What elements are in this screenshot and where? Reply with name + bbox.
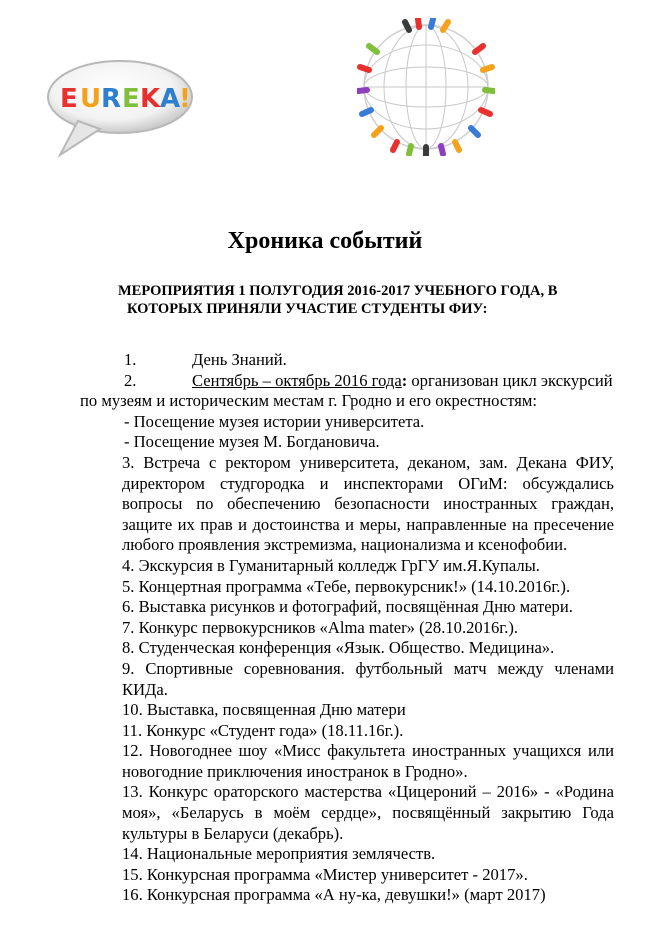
list-subitem: - Посещение музея М. Богдановича.: [124, 432, 380, 452]
subtitle-line-2: КОТОРЫХ ПРИНЯЛИ УЧАСТИЕ СТУДЕНТЫ ФИУ:: [127, 301, 488, 317]
svg-text:A: A: [160, 84, 181, 114]
item-number: 1.: [124, 350, 137, 369]
events-list: [80, 350, 614, 906]
list-item: 16. Конкурсная программа «А ну-ка, девушки!» (март 2017): [122, 885, 546, 905]
svg-text:E: E: [122, 84, 140, 114]
globe-hands-logo: [357, 18, 495, 156]
item-text: День Знаний.: [192, 350, 287, 369]
svg-text:U: U: [80, 84, 102, 114]
list-item: 4. Экскурсия в Гуманитарный колледж ГрГУ им.Я.Купалы.: [122, 555, 540, 575]
list-item: 7. Конкурс первокурсников «Alma mater» (28.10.2016г.).: [122, 617, 519, 637]
list-item: 3. Встреча с ректором университета, деканом, зам. Декана ФИУ, директором студгородка и инспекторами ОГиМ: обсуждались вопросы по обеспечению безопасности иностранных граждан, защите их прав и достоинства и меры, направленные на пресечение любого проявления экстремизма, национализма и ксенофобии.: [122, 452, 614, 555]
page-title: Хроника событий: [227, 228, 423, 254]
list-item: 5. Концертная программа «Тебе, первокурсник!» (14.10.2016г.).: [122, 576, 571, 596]
list-item: [80, 371, 614, 392]
list-item: 10. Выставка, посвященная Дню матери: [122, 700, 406, 720]
eureka-logo: [38, 55, 196, 159]
svg-text:!: !: [179, 84, 191, 114]
list-item: 14. Национальные мероприятия землячеств.: [122, 844, 436, 864]
list-item: 11. Конкурс «Студент года» (18.11.16г.).: [122, 720, 404, 740]
item-date: Сентябрь – октябрь 2016 года: [192, 370, 402, 390]
list-item: 9. Спортивные соревнования. футбольный матч между членами КИДа.: [122, 658, 614, 699]
item-number: 2.: [124, 370, 137, 390]
list-item: 13. Конкурс ораторского мастерства «Цицероний – 2016» - «Родина моя», «Беларусь в моём сердце», посвящённый закрытию Года культуры в Беларуси (декабрь).: [122, 782, 614, 843]
item-colon: :: [401, 370, 408, 390]
svg-text:E: E: [60, 84, 78, 114]
svg-text:R: R: [101, 84, 122, 114]
list-item: 12. Новогоднее шоу «Мисс факультета иностранных учащихся или новогодние приключения иностранок в Гродно».: [122, 741, 614, 781]
list-item: 15. Конкурсная программа «Мистер университет - 2017».: [122, 864, 528, 884]
subtitle: [118, 282, 598, 318]
list-item-continuation: по музеям и историческим местам г. Гродно и его окрестностям:: [80, 391, 537, 411]
item-text: организован цикл экскурсий: [407, 370, 613, 390]
list-item: 8. Студенческая конференция «Язык. Общество. Медицина».: [122, 638, 555, 658]
list-item: [80, 350, 614, 371]
svg-text:K: K: [140, 84, 161, 114]
list-subitem: - Посещение музея истории университета.: [124, 411, 425, 431]
list-item: 6. Выставка рисунков и фотографий, посвящённая Дню матери.: [122, 597, 573, 617]
subtitle-line-1: МЕРОПРИЯТИЯ 1 ПОЛУГОДИЯ 2016-2017 УЧЕБНОГО ГОДА, В: [118, 283, 558, 299]
